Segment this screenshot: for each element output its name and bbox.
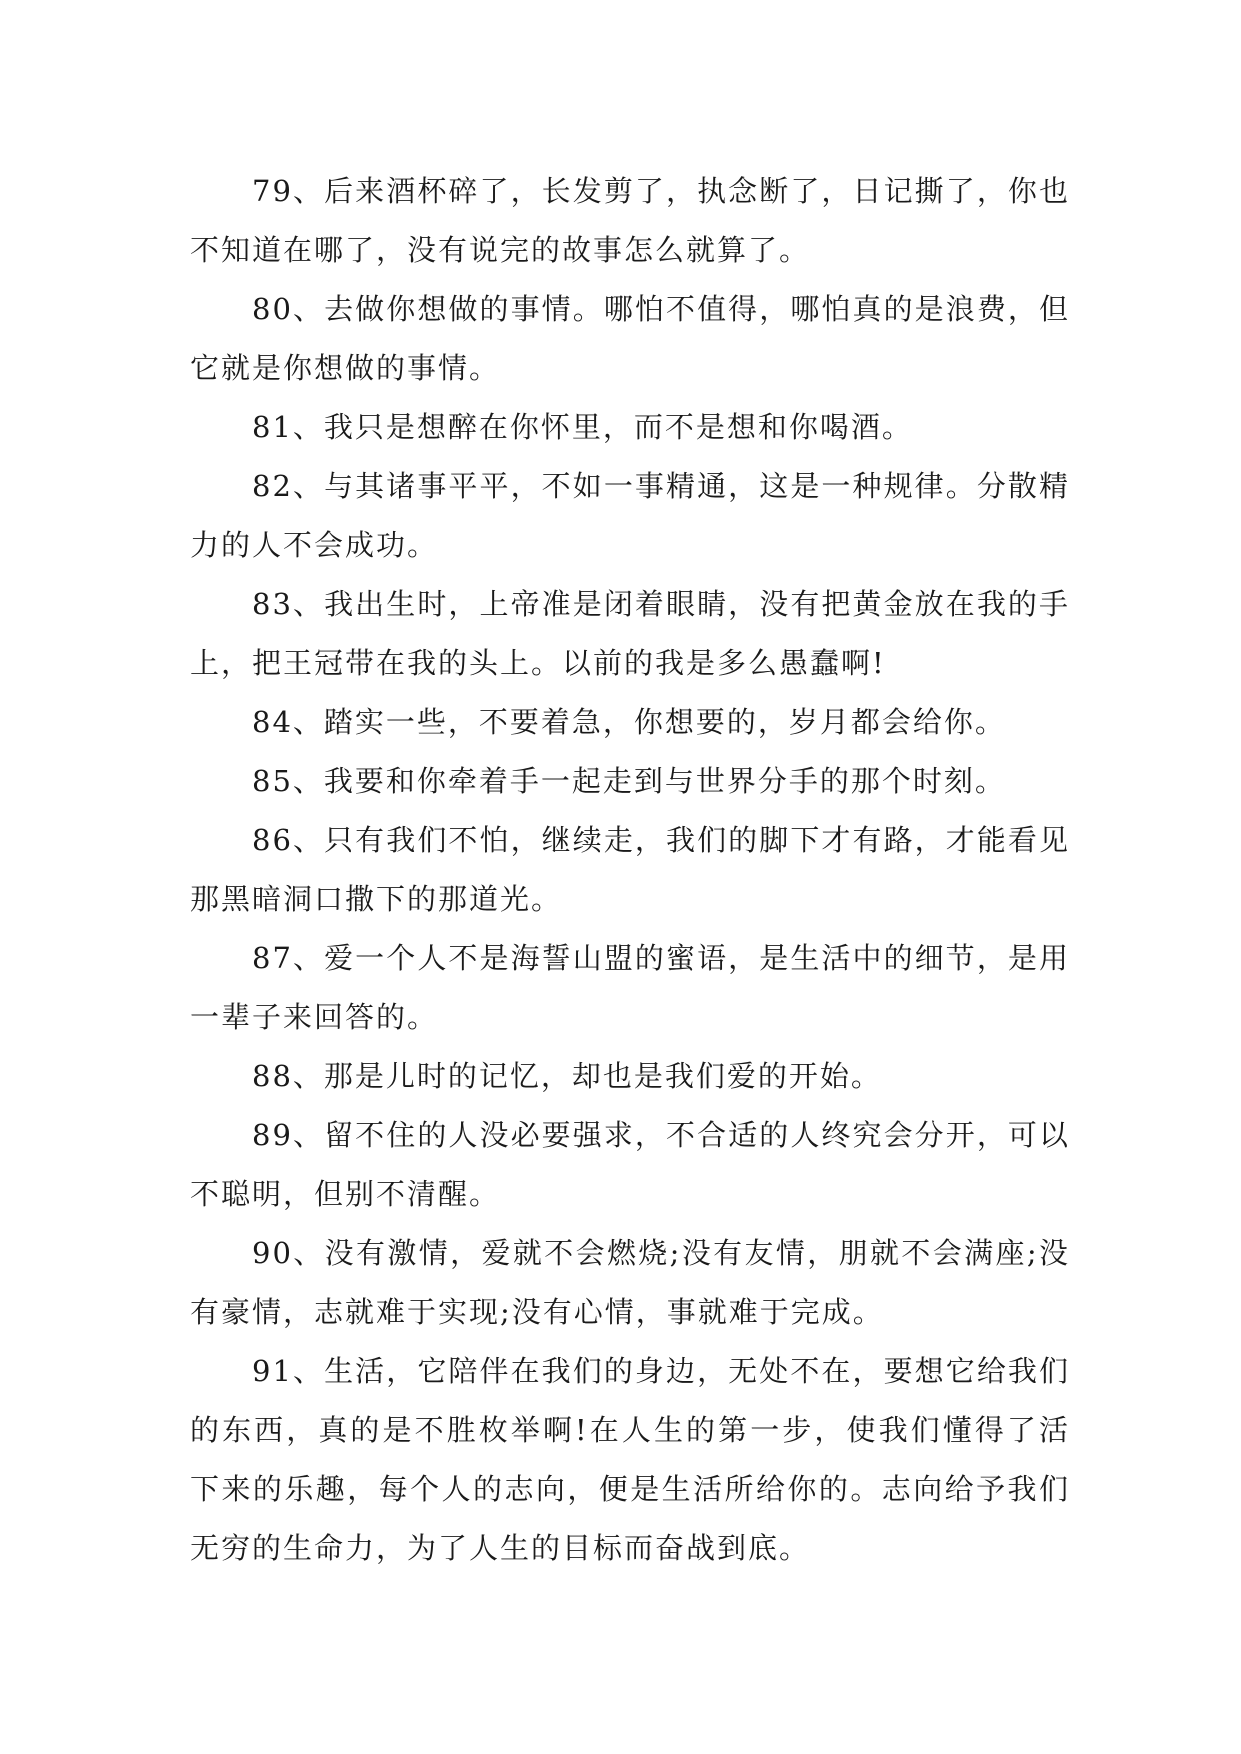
paragraph-88: 88、那是儿时的记忆，却也是我们爱的开始。 xyxy=(252,1059,882,1093)
paragraph-89: 89、留不住的人没必要强求，不合适的人终究会分开，可以不聪明，但别不清醒。 xyxy=(190,1118,1070,1211)
paragraph-82: 82、与其诸事平平，不如一事精通，这是一种规律。分散精力的人不会成功。 xyxy=(190,469,1070,562)
paragraph-90: 90、没有激情，爱就不会燃烧;没有友情，朋就不会满座;没有豪情，志就难于实现;没有心情，事就难于完成。 xyxy=(190,1236,1070,1329)
paragraph-91: 91、生活，它陪伴在我们的身边，无处不在，要想它给我们的东西，真的是不胜枚举啊!在人生的第一步，使我们懂得了活下来的乐趣，每个人的志向，便是生活所给你的。志向给予我们无穷的生命力，为了人生的目标而奋战到底。 xyxy=(190,1354,1070,1565)
paragraph-80: 80、去做你想做的事情。哪怕不值得，哪怕真的是浪费，但它就是你想做的事情。 xyxy=(190,292,1070,385)
paragraph-87: 87、爱一个人不是海誓山盟的蜜语，是生活中的细节，是用一辈子来回答的。 xyxy=(190,941,1070,1034)
paragraph-81: 81、我只是想醉在你怀里，而不是想和你喝酒。 xyxy=(252,410,913,444)
paragraph-84: 84、踏实一些，不要着急，你想要的，岁月都会给你。 xyxy=(252,705,1006,739)
document-body xyxy=(190,162,1070,1578)
paragraph-83: 83、我出生时，上帝准是闭着眼睛，没有把黄金放在我的手上，把王冠带在我的头上。以前的我是多么愚蠢啊! xyxy=(190,587,1070,680)
paragraph-86: 86、只有我们不怕，继续走，我们的脚下才有路，才能看见那黑暗洞口撒下的那道光。 xyxy=(190,823,1070,916)
paragraph-85: 85、我要和你牵着手一起走到与世界分手的那个时刻。 xyxy=(252,764,1006,798)
paragraph-79: 79、后来酒杯碎了，长发剪了，执念断了，日记撕了，你也不知道在哪了，没有说完的故事怎么就算了。 xyxy=(190,174,1070,267)
